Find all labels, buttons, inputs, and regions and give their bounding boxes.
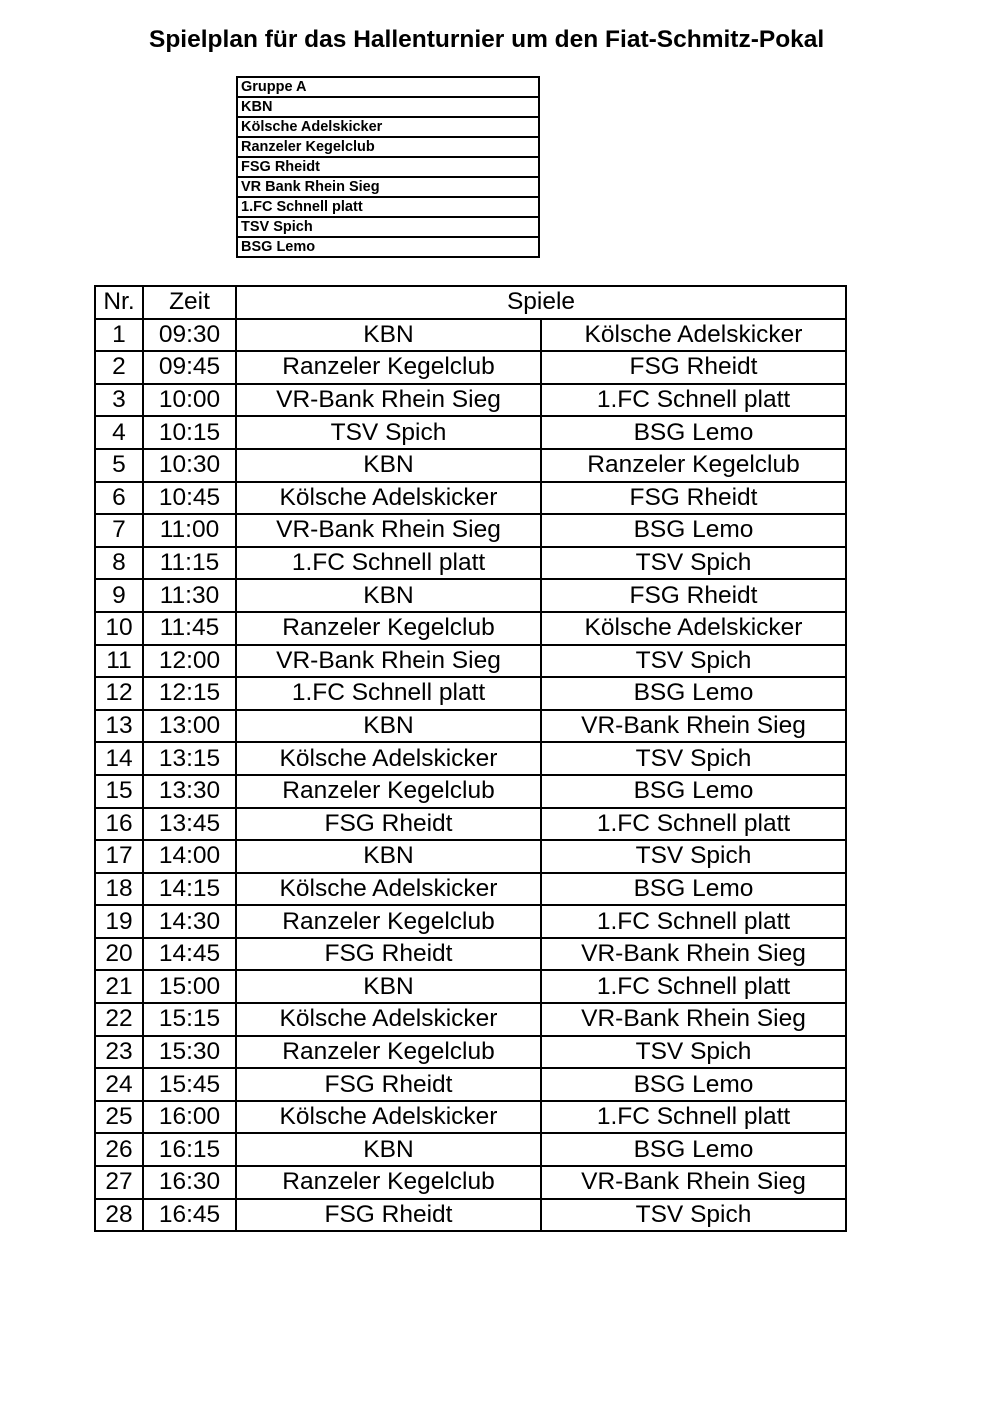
match-away-team: BSG Lemo bbox=[541, 1133, 846, 1166]
group-team-row bbox=[237, 177, 539, 197]
match-home-team: 1.FC Schnell platt bbox=[236, 547, 541, 580]
group-team-row bbox=[237, 137, 539, 157]
match-time: 13:30 bbox=[143, 775, 236, 808]
match-home-team: FSG Rheidt bbox=[236, 808, 541, 841]
match-number: 4 bbox=[95, 416, 143, 449]
match-row bbox=[95, 710, 846, 743]
match-row bbox=[95, 1003, 846, 1036]
match-away-team: VR-Bank Rhein Sieg bbox=[541, 710, 846, 743]
match-number: 3 bbox=[95, 384, 143, 417]
match-away-team: BSG Lemo bbox=[541, 677, 846, 710]
group-header: Gruppe A bbox=[237, 77, 539, 97]
match-away-team: TSV Spich bbox=[541, 742, 846, 775]
match-row bbox=[95, 905, 846, 938]
schedule-table-head bbox=[95, 286, 846, 319]
match-away-team: Ranzeler Kegelclub bbox=[541, 449, 846, 482]
match-number: 25 bbox=[95, 1101, 143, 1134]
match-away-team: BSG Lemo bbox=[541, 1068, 846, 1101]
match-time: 14:45 bbox=[143, 938, 236, 971]
header-zeit: Zeit bbox=[143, 286, 236, 319]
match-away-team: 1.FC Schnell platt bbox=[541, 970, 846, 1003]
match-home-team: KBN bbox=[236, 710, 541, 743]
match-time: 13:00 bbox=[143, 710, 236, 743]
match-away-team: VR-Bank Rhein Sieg bbox=[541, 1166, 846, 1199]
group-table-body bbox=[237, 77, 539, 257]
schedule-header-row bbox=[95, 286, 846, 319]
match-time: 12:00 bbox=[143, 645, 236, 678]
match-row bbox=[95, 1166, 846, 1199]
match-row bbox=[95, 547, 846, 580]
schedule-table-body bbox=[95, 319, 846, 1232]
match-number: 19 bbox=[95, 905, 143, 938]
match-time: 16:15 bbox=[143, 1133, 236, 1166]
match-home-team: 1.FC Schnell platt bbox=[236, 677, 541, 710]
match-home-team: VR-Bank Rhein Sieg bbox=[236, 384, 541, 417]
match-home-team: Ranzeler Kegelclub bbox=[236, 905, 541, 938]
match-number: 16 bbox=[95, 808, 143, 841]
match-row bbox=[95, 645, 846, 678]
group-table bbox=[236, 76, 540, 258]
match-number: 28 bbox=[95, 1199, 143, 1232]
group-team-row bbox=[237, 157, 539, 177]
group-team-row bbox=[237, 197, 539, 217]
match-away-team: BSG Lemo bbox=[541, 873, 846, 906]
match-number: 15 bbox=[95, 775, 143, 808]
match-away-team: TSV Spich bbox=[541, 645, 846, 678]
match-row bbox=[95, 775, 846, 808]
match-home-team: Ranzeler Kegelclub bbox=[236, 1166, 541, 1199]
match-number: 11 bbox=[95, 645, 143, 678]
match-row bbox=[95, 1133, 846, 1166]
match-time: 11:15 bbox=[143, 547, 236, 580]
match-number: 5 bbox=[95, 449, 143, 482]
match-away-team: TSV Spich bbox=[541, 840, 846, 873]
match-row bbox=[95, 970, 846, 1003]
match-row bbox=[95, 612, 846, 645]
match-number: 2 bbox=[95, 351, 143, 384]
match-home-team: Kölsche Adelskicker bbox=[236, 1101, 541, 1134]
group-team-name: BSG Lemo bbox=[237, 237, 539, 257]
match-away-team: BSG Lemo bbox=[541, 775, 846, 808]
match-home-team: KBN bbox=[236, 579, 541, 612]
match-time: 15:45 bbox=[143, 1068, 236, 1101]
match-row bbox=[95, 1101, 846, 1134]
match-home-team: Ranzeler Kegelclub bbox=[236, 1036, 541, 1069]
match-home-team: Ranzeler Kegelclub bbox=[236, 612, 541, 645]
match-home-team: Kölsche Adelskicker bbox=[236, 742, 541, 775]
header-spiele: Spiele bbox=[236, 286, 846, 319]
match-home-team: Kölsche Adelskicker bbox=[236, 1003, 541, 1036]
match-time: 10:00 bbox=[143, 384, 236, 417]
match-row bbox=[95, 579, 846, 612]
match-number: 10 bbox=[95, 612, 143, 645]
match-time: 10:15 bbox=[143, 416, 236, 449]
match-away-team: Kölsche Adelskicker bbox=[541, 319, 846, 352]
group-team-name: VR Bank Rhein Sieg bbox=[237, 177, 539, 197]
group-team-name: 1.FC Schnell platt bbox=[237, 197, 539, 217]
match-away-team: 1.FC Schnell platt bbox=[541, 1101, 846, 1134]
match-away-team: FSG Rheidt bbox=[541, 351, 846, 384]
match-number: 14 bbox=[95, 742, 143, 775]
match-row bbox=[95, 873, 846, 906]
group-team-row bbox=[237, 117, 539, 137]
match-time: 16:30 bbox=[143, 1166, 236, 1199]
match-time: 16:00 bbox=[143, 1101, 236, 1134]
match-away-team: BSG Lemo bbox=[541, 416, 846, 449]
match-time: 16:45 bbox=[143, 1199, 236, 1232]
match-time: 09:30 bbox=[143, 319, 236, 352]
match-number: 27 bbox=[95, 1166, 143, 1199]
match-home-team: KBN bbox=[236, 1133, 541, 1166]
match-number: 20 bbox=[95, 938, 143, 971]
match-number: 9 bbox=[95, 579, 143, 612]
group-team-name: Kölsche Adelskicker bbox=[237, 117, 539, 137]
match-number: 23 bbox=[95, 1036, 143, 1069]
match-time: 11:00 bbox=[143, 514, 236, 547]
match-home-team: FSG Rheidt bbox=[236, 1068, 541, 1101]
group-team-row bbox=[237, 237, 539, 257]
match-number: 8 bbox=[95, 547, 143, 580]
match-away-team: TSV Spich bbox=[541, 547, 846, 580]
schedule-table bbox=[94, 285, 847, 1232]
match-away-team: 1.FC Schnell platt bbox=[541, 384, 846, 417]
match-home-team: VR-Bank Rhein Sieg bbox=[236, 645, 541, 678]
match-away-team: VR-Bank Rhein Sieg bbox=[541, 938, 846, 971]
group-header-row bbox=[237, 77, 539, 97]
match-row bbox=[95, 482, 846, 515]
match-home-team: Ranzeler Kegelclub bbox=[236, 775, 541, 808]
match-time: 09:45 bbox=[143, 351, 236, 384]
match-number: 7 bbox=[95, 514, 143, 547]
match-time: 13:45 bbox=[143, 808, 236, 841]
match-row bbox=[95, 938, 846, 971]
match-number: 17 bbox=[95, 840, 143, 873]
match-home-team: KBN bbox=[236, 449, 541, 482]
match-home-team: KBN bbox=[236, 840, 541, 873]
match-time: 10:30 bbox=[143, 449, 236, 482]
match-row bbox=[95, 351, 846, 384]
group-team-name: FSG Rheidt bbox=[237, 157, 539, 177]
match-number: 26 bbox=[95, 1133, 143, 1166]
match-row bbox=[95, 319, 846, 352]
match-row bbox=[95, 514, 846, 547]
match-number: 12 bbox=[95, 677, 143, 710]
match-away-team: FSG Rheidt bbox=[541, 482, 846, 515]
match-home-team: KBN bbox=[236, 970, 541, 1003]
match-number: 24 bbox=[95, 1068, 143, 1101]
match-number: 13 bbox=[95, 710, 143, 743]
match-away-team: 1.FC Schnell platt bbox=[541, 905, 846, 938]
match-number: 21 bbox=[95, 970, 143, 1003]
group-team-row bbox=[237, 217, 539, 237]
match-home-team: KBN bbox=[236, 319, 541, 352]
match-time: 12:15 bbox=[143, 677, 236, 710]
match-row bbox=[95, 416, 846, 449]
match-number: 18 bbox=[95, 873, 143, 906]
group-team-name: Ranzeler Kegelclub bbox=[237, 137, 539, 157]
match-away-team: TSV Spich bbox=[541, 1036, 846, 1069]
match-away-team: Kölsche Adelskicker bbox=[541, 612, 846, 645]
match-home-team: FSG Rheidt bbox=[236, 1199, 541, 1232]
match-time: 10:45 bbox=[143, 482, 236, 515]
match-home-team: VR-Bank Rhein Sieg bbox=[236, 514, 541, 547]
match-away-team: TSV Spich bbox=[541, 1199, 846, 1232]
match-away-team: BSG Lemo bbox=[541, 514, 846, 547]
match-time: 15:00 bbox=[143, 970, 236, 1003]
match-row bbox=[95, 1036, 846, 1069]
match-home-team: FSG Rheidt bbox=[236, 938, 541, 971]
match-row bbox=[95, 677, 846, 710]
match-number: 22 bbox=[95, 1003, 143, 1036]
page-title: Spielplan für das Hallenturnier um den Fiat-Schmitz-Pokal bbox=[149, 26, 825, 53]
match-home-team: Kölsche Adelskicker bbox=[236, 482, 541, 515]
match-home-team: Ranzeler Kegelclub bbox=[236, 351, 541, 384]
match-away-team: FSG Rheidt bbox=[541, 579, 846, 612]
match-row bbox=[95, 449, 846, 482]
match-time: 15:30 bbox=[143, 1036, 236, 1069]
match-time: 13:15 bbox=[143, 742, 236, 775]
match-home-team: TSV Spich bbox=[236, 416, 541, 449]
match-number: 6 bbox=[95, 482, 143, 515]
match-row bbox=[95, 1199, 846, 1232]
match-home-team: Kölsche Adelskicker bbox=[236, 873, 541, 906]
match-time: 11:30 bbox=[143, 579, 236, 612]
match-away-team: VR-Bank Rhein Sieg bbox=[541, 1003, 846, 1036]
match-row bbox=[95, 384, 846, 417]
header-nr: Nr. bbox=[95, 286, 143, 319]
match-time: 11:45 bbox=[143, 612, 236, 645]
match-away-team: 1.FC Schnell platt bbox=[541, 808, 846, 841]
match-row bbox=[95, 1068, 846, 1101]
match-row bbox=[95, 840, 846, 873]
group-team-row bbox=[237, 97, 539, 117]
match-number: 1 bbox=[95, 319, 143, 352]
match-time: 14:30 bbox=[143, 905, 236, 938]
match-time: 15:15 bbox=[143, 1003, 236, 1036]
match-time: 14:00 bbox=[143, 840, 236, 873]
match-time: 14:15 bbox=[143, 873, 236, 906]
match-row bbox=[95, 742, 846, 775]
group-team-name: KBN bbox=[237, 97, 539, 117]
group-team-name: TSV Spich bbox=[237, 217, 539, 237]
match-row bbox=[95, 808, 846, 841]
